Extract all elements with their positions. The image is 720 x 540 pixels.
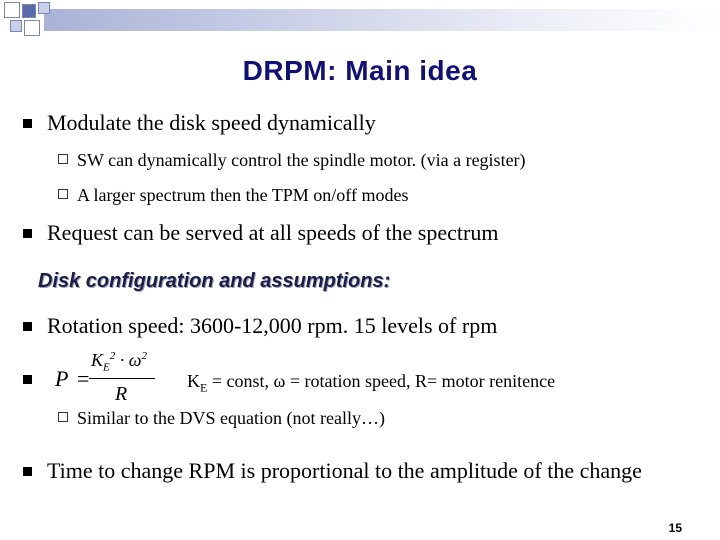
power-formula <box>55 350 165 410</box>
bullet-text: Modulate the disk speed dynamically <box>47 110 376 135</box>
bullet-text: Rotation speed: 3600-12,000 rpm. 15 levels of rpm <box>47 313 498 338</box>
page-number: 15 <box>668 521 682 535</box>
formula-k-sup: 2 <box>109 350 116 362</box>
formula-lhs: P <box>55 366 69 391</box>
header-square <box>10 20 22 32</box>
formula-denominator: R <box>115 383 128 405</box>
header-square <box>24 20 40 36</box>
desc-k: K <box>187 371 200 391</box>
sub-bullet-marker <box>58 154 68 164</box>
section-heading: Disk configuration and assumptions: <box>38 270 391 292</box>
bullet-text: Time to change RPM is proportional to the amplitude of the change <box>47 458 642 483</box>
bullet-marker <box>23 375 32 384</box>
formula-description <box>187 370 555 399</box>
slide-title: DRPM: Main idea <box>242 55 478 86</box>
bullet-marker <box>23 467 32 476</box>
formula-k: K <box>91 350 104 370</box>
formula-omega: · ω <box>115 350 142 370</box>
formula-omega-sup: 2 <box>141 350 147 362</box>
formula-k-sub: E <box>103 361 110 374</box>
header-bar <box>44 9 720 31</box>
bullet-marker <box>23 322 32 331</box>
formula-equals: = <box>77 366 90 391</box>
sub-bullet-text: Similar to the DVS equation (not really…) <box>77 408 385 428</box>
sub-bullet-marker <box>58 189 68 199</box>
header-square <box>22 4 36 18</box>
desc-rest: = const, ω = rotation speed, R= motor renitence <box>207 371 556 391</box>
sub-bullet-text: A larger spectrum then the TPM on/off modes <box>77 185 409 205</box>
desc-k-sub: E <box>200 380 208 395</box>
sub-bullet-marker <box>58 412 68 422</box>
bullet-marker <box>23 229 32 238</box>
fraction-line <box>89 378 155 379</box>
header-square <box>4 2 20 18</box>
header-square <box>38 2 50 14</box>
bullet-marker <box>23 119 32 128</box>
sub-bullet-text: SW can dynamically control the spindle motor. (via a register) <box>77 150 526 170</box>
bullet-text: Request can be served at all speeds of the spectrum <box>47 220 499 245</box>
formula-numerator <box>91 350 147 374</box>
